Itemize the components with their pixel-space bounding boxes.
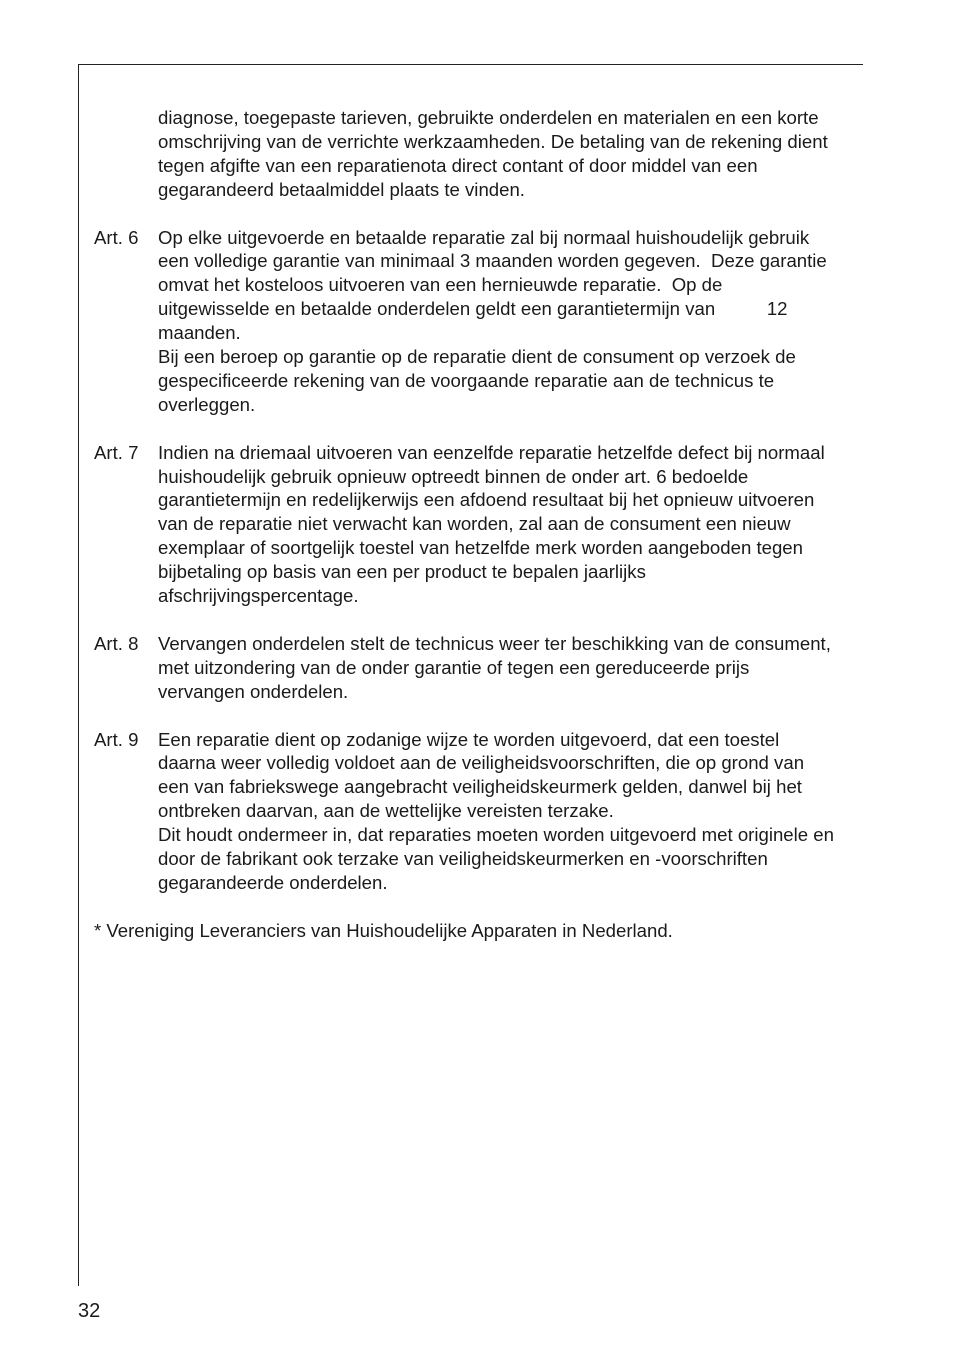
article-label: Art. 8 xyxy=(94,632,139,654)
article-7 xyxy=(94,441,834,608)
intro-paragraph xyxy=(94,106,834,202)
left-border-line xyxy=(78,64,79,1286)
article-label: Art. 7 xyxy=(94,441,139,463)
article-9 xyxy=(94,728,834,895)
article-paragraph: Indien na driemaal uitvoeren van eenzelfde reparatie hetzelfde defect bij normaal huishoudelijk gebruik opnieuw optreedt binnen de onder art. 6 bedoelde garantietermijn en redelijkerwijs een afdoend resultaat bij het opnieuw uitvoeren van de reparatie niet verwacht kan worden, zal aan de consument een nieuw exemplaar of soortgelijk toestel van hetzelfde merk worden aangeboden tegen bijbetaling op basis van een per product te bepalen jaarlijks afschrijvingspercentage. xyxy=(158,441,825,607)
document-body xyxy=(94,106,834,943)
article-paragraph: Dit houdt ondermeer in, dat reparaties moeten worden uitgevoerd met originele en door de fabrikant ook terzake van veiligheidskeurmerken en -voorschriften gegarandeerde onderdelen. xyxy=(158,824,834,893)
intro-text: diagnose, toegepaste tarieven, gebruikte onderdelen en materialen en een korte omschrijving van de verrichte werkzaamheden. De betaling van de rekening dient tegen afgifte van een reparatienota direct contant of door middel van een gegarandeerd betaalmiddel plaats te vinden. xyxy=(158,107,828,200)
article-paragraph: Vervangen onderdelen stelt de technicus weer ter beschikking van de consument, met uitzondering van de onder garantie of tegen een gereduceerde prijs vervangen onderdelen. xyxy=(158,632,831,702)
article-paragraph: Een reparatie dient op zodanige wijze te worden uitgevoerd, dat een toestel daarna weer volledig voldoet aan de veiligheidsvoorschriften, die op grond van een van fabriekswege aangebracht veiligheidskeurmerk gelden, danwel bij het ontbreken daarvan, aan de wettelijke vereisten terzake. xyxy=(158,728,805,822)
article-paragraph: Op elke uitgevoerde en betaalde reparatie zal bij normaal huishoudelijk gebruik een volledige garantie van minimaal 3 maanden worden gegeven. Deze garantie omvat het kosteloos uitvoeren van een hernieuwde reparatie. Op de uitgewisselde en betaalde onderdelen geldt een garantietermijn van 12 maanden. xyxy=(158,226,832,344)
footnote: * Vereniging Leveranciers van Huishoudelijke Apparaten in Nederland. xyxy=(94,919,673,941)
page-number: 32 xyxy=(78,1300,101,1322)
article-8 xyxy=(94,632,834,704)
article-paragraph: Bij een beroep op garantie op de reparatie dient de consument op verzoek de gespecificeerde rekening van de voorgaande reparatie aan de technicus te overleggen. xyxy=(158,346,796,415)
article-label: Art. 6 xyxy=(94,226,139,248)
article-label: Art. 9 xyxy=(94,728,139,750)
article-6 xyxy=(94,226,834,417)
top-border-line xyxy=(78,64,863,65)
